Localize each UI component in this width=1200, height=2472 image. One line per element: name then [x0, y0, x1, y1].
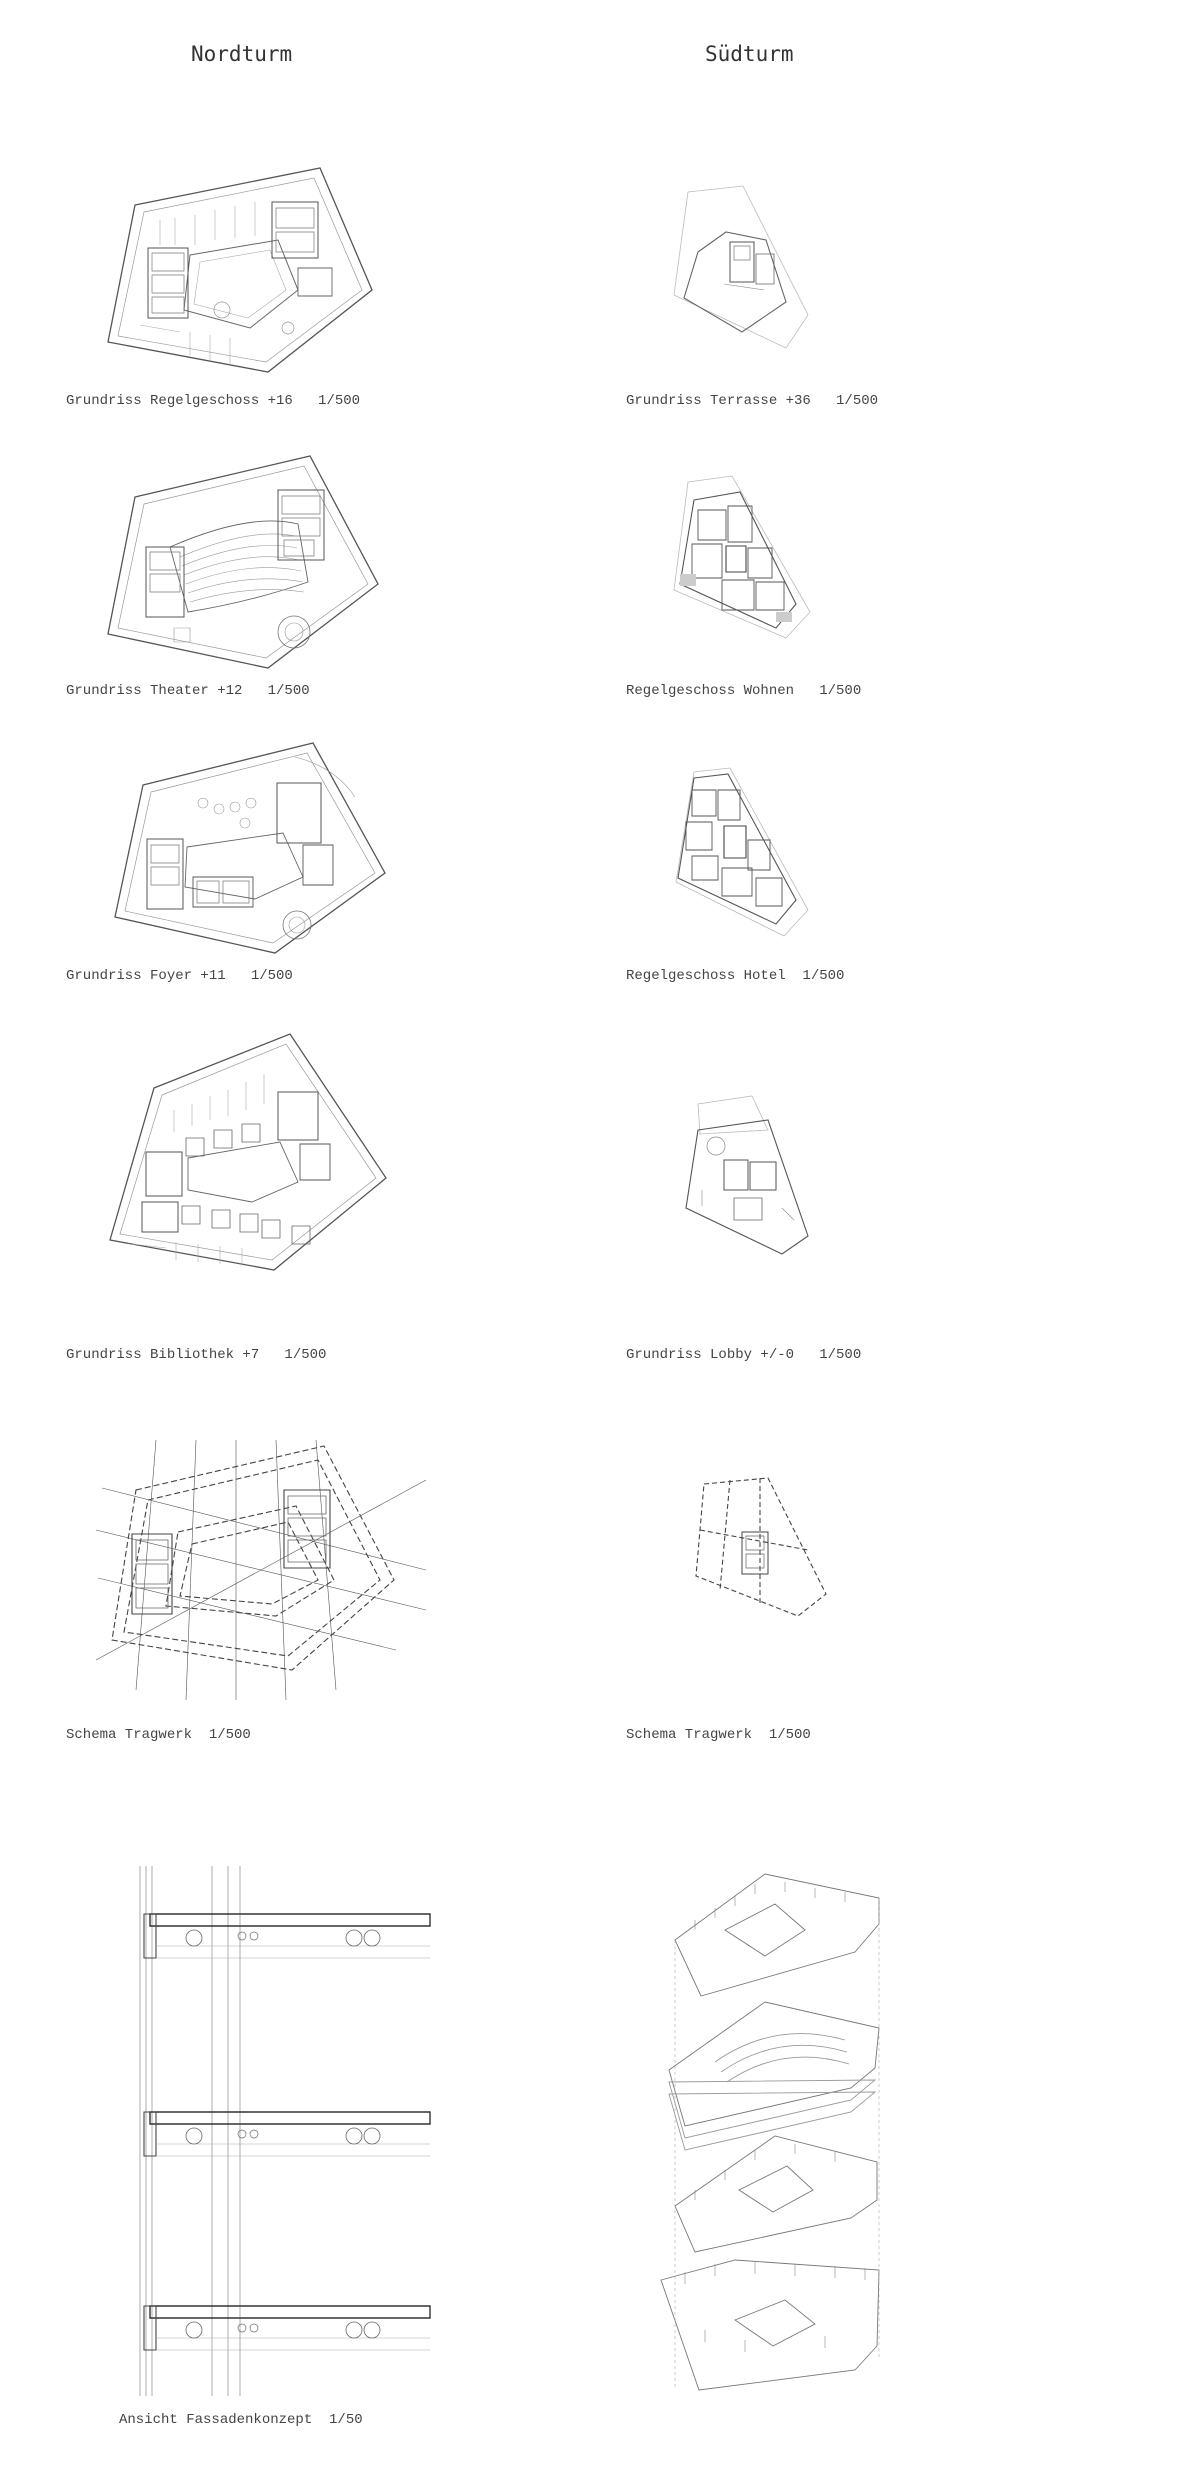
caption-lobby: Grundriss Lobby +/-0 1/500 [626, 1347, 862, 1363]
title-nordturm: Nordturm [191, 42, 293, 66]
caption-terrasse-36: Grundriss Terrasse +36 1/500 [626, 393, 879, 409]
plan-terrasse-36 [668, 180, 818, 350]
plan-wohnen [668, 472, 818, 642]
caption-bibliothek-7: Grundriss Bibliothek +7 1/500 [66, 1347, 327, 1363]
caption-fassade: Ansicht Fassadenkonzept 1/50 [119, 2412, 363, 2428]
elevation-fassadenkonzept [132, 1866, 432, 2396]
title-suedturm: Südturm [705, 42, 794, 66]
caption-theater-12: Grundriss Theater +12 1/500 [66, 683, 310, 699]
caption-wohnen: Regelgeschoss Wohnen 1/500 [626, 683, 862, 699]
caption-tragwerk-sued: Schema Tragwerk 1/500 [626, 1727, 811, 1743]
plan-regelgeschoss-16 [100, 160, 390, 380]
plan-foyer-11 [105, 737, 390, 959]
caption-tragwerk-nord: Schema Tragwerk 1/500 [66, 1727, 251, 1743]
plan-theater-12 [100, 452, 390, 677]
caption-foyer-11: Grundriss Foyer +11 1/500 [66, 968, 293, 984]
plan-lobby [672, 1090, 822, 1260]
diagram-tragwerk-sued [690, 1470, 830, 1620]
plan-hotel [668, 760, 818, 940]
axonometric-exploded [655, 1860, 885, 2420]
plan-bibliothek-7 [102, 1030, 392, 1280]
caption-regelgeschoss-16: Grundriss Regelgeschoss +16 1/500 [66, 393, 361, 409]
diagram-tragwerk-nord [96, 1440, 426, 1700]
caption-hotel: Regelgeschoss Hotel 1/500 [626, 968, 845, 984]
